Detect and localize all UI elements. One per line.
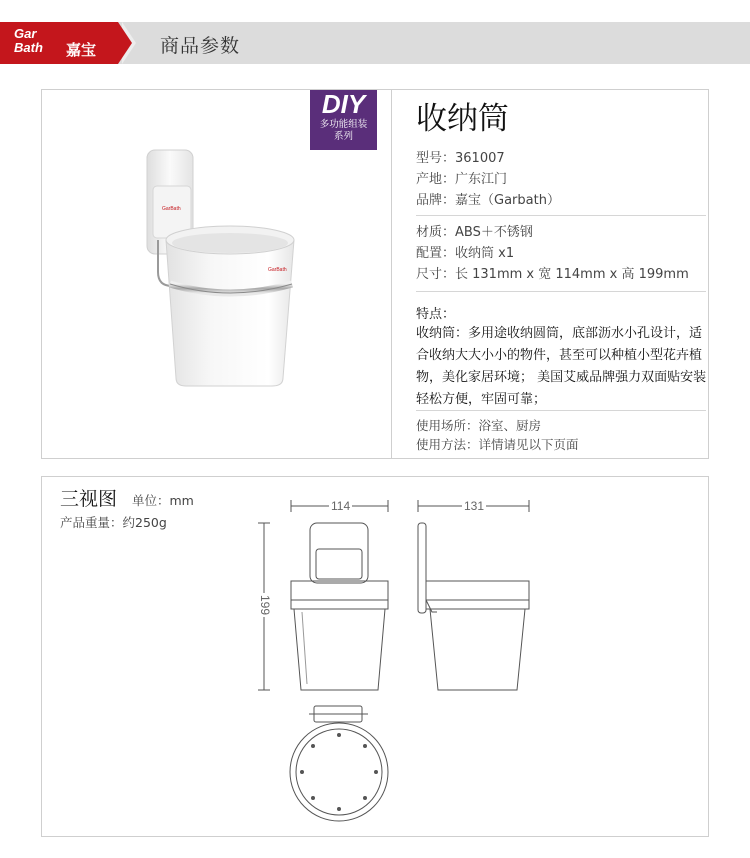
spec-origin: 产地：广东江门 (416, 172, 508, 187)
three-view-title: 三视图 (60, 488, 118, 510)
dim-height: 199 (258, 594, 273, 616)
spec-material: 材质：ABS＋不锈钢 (416, 225, 533, 240)
usage-place: 使用场所：浴室、厨房 (416, 418, 542, 433)
section-title: 商品参数 (160, 35, 241, 57)
svg-text:GarBath: GarBath (268, 267, 287, 273)
product-name: 收纳筒 (416, 101, 509, 137)
product-weight: 产品重量：约250g (60, 515, 167, 530)
diy-badge: DIY 多功能组装 系列 (310, 90, 377, 150)
spec-size: 尺寸：长 131mm x 宽 114mm x 高 199mm (416, 267, 689, 282)
three-view-unit: 单位：mm (132, 493, 194, 508)
logo-latin: Gar Bath (14, 26, 43, 55)
svg-text:GarBath: GarBath (162, 206, 181, 212)
spec-brand: 品牌：嘉宝（Garbath） (416, 193, 560, 208)
dim-width: 114 (331, 499, 351, 513)
features-text: 收纳筒：多用途收纳圆筒，底部沥水小孔设计，适合收纳大大小小的物件，甚至可以种植小型花卉植物，美化家居环境； 美国艾威品牌强力双面贴安装轻松方便，牢固可靠； (416, 326, 707, 407)
logo-cn: 嘉宝 (66, 41, 97, 59)
spec-config: 配置：收纳筒 x1 (416, 246, 515, 261)
dim-depth: 131 (464, 499, 485, 513)
spec-model: 型号：361007 (416, 151, 505, 166)
features-heading: 特点： (416, 307, 456, 322)
usage-method: 使用方法：详情请见以下页面 (416, 437, 579, 452)
drain-holes (300, 733, 378, 811)
